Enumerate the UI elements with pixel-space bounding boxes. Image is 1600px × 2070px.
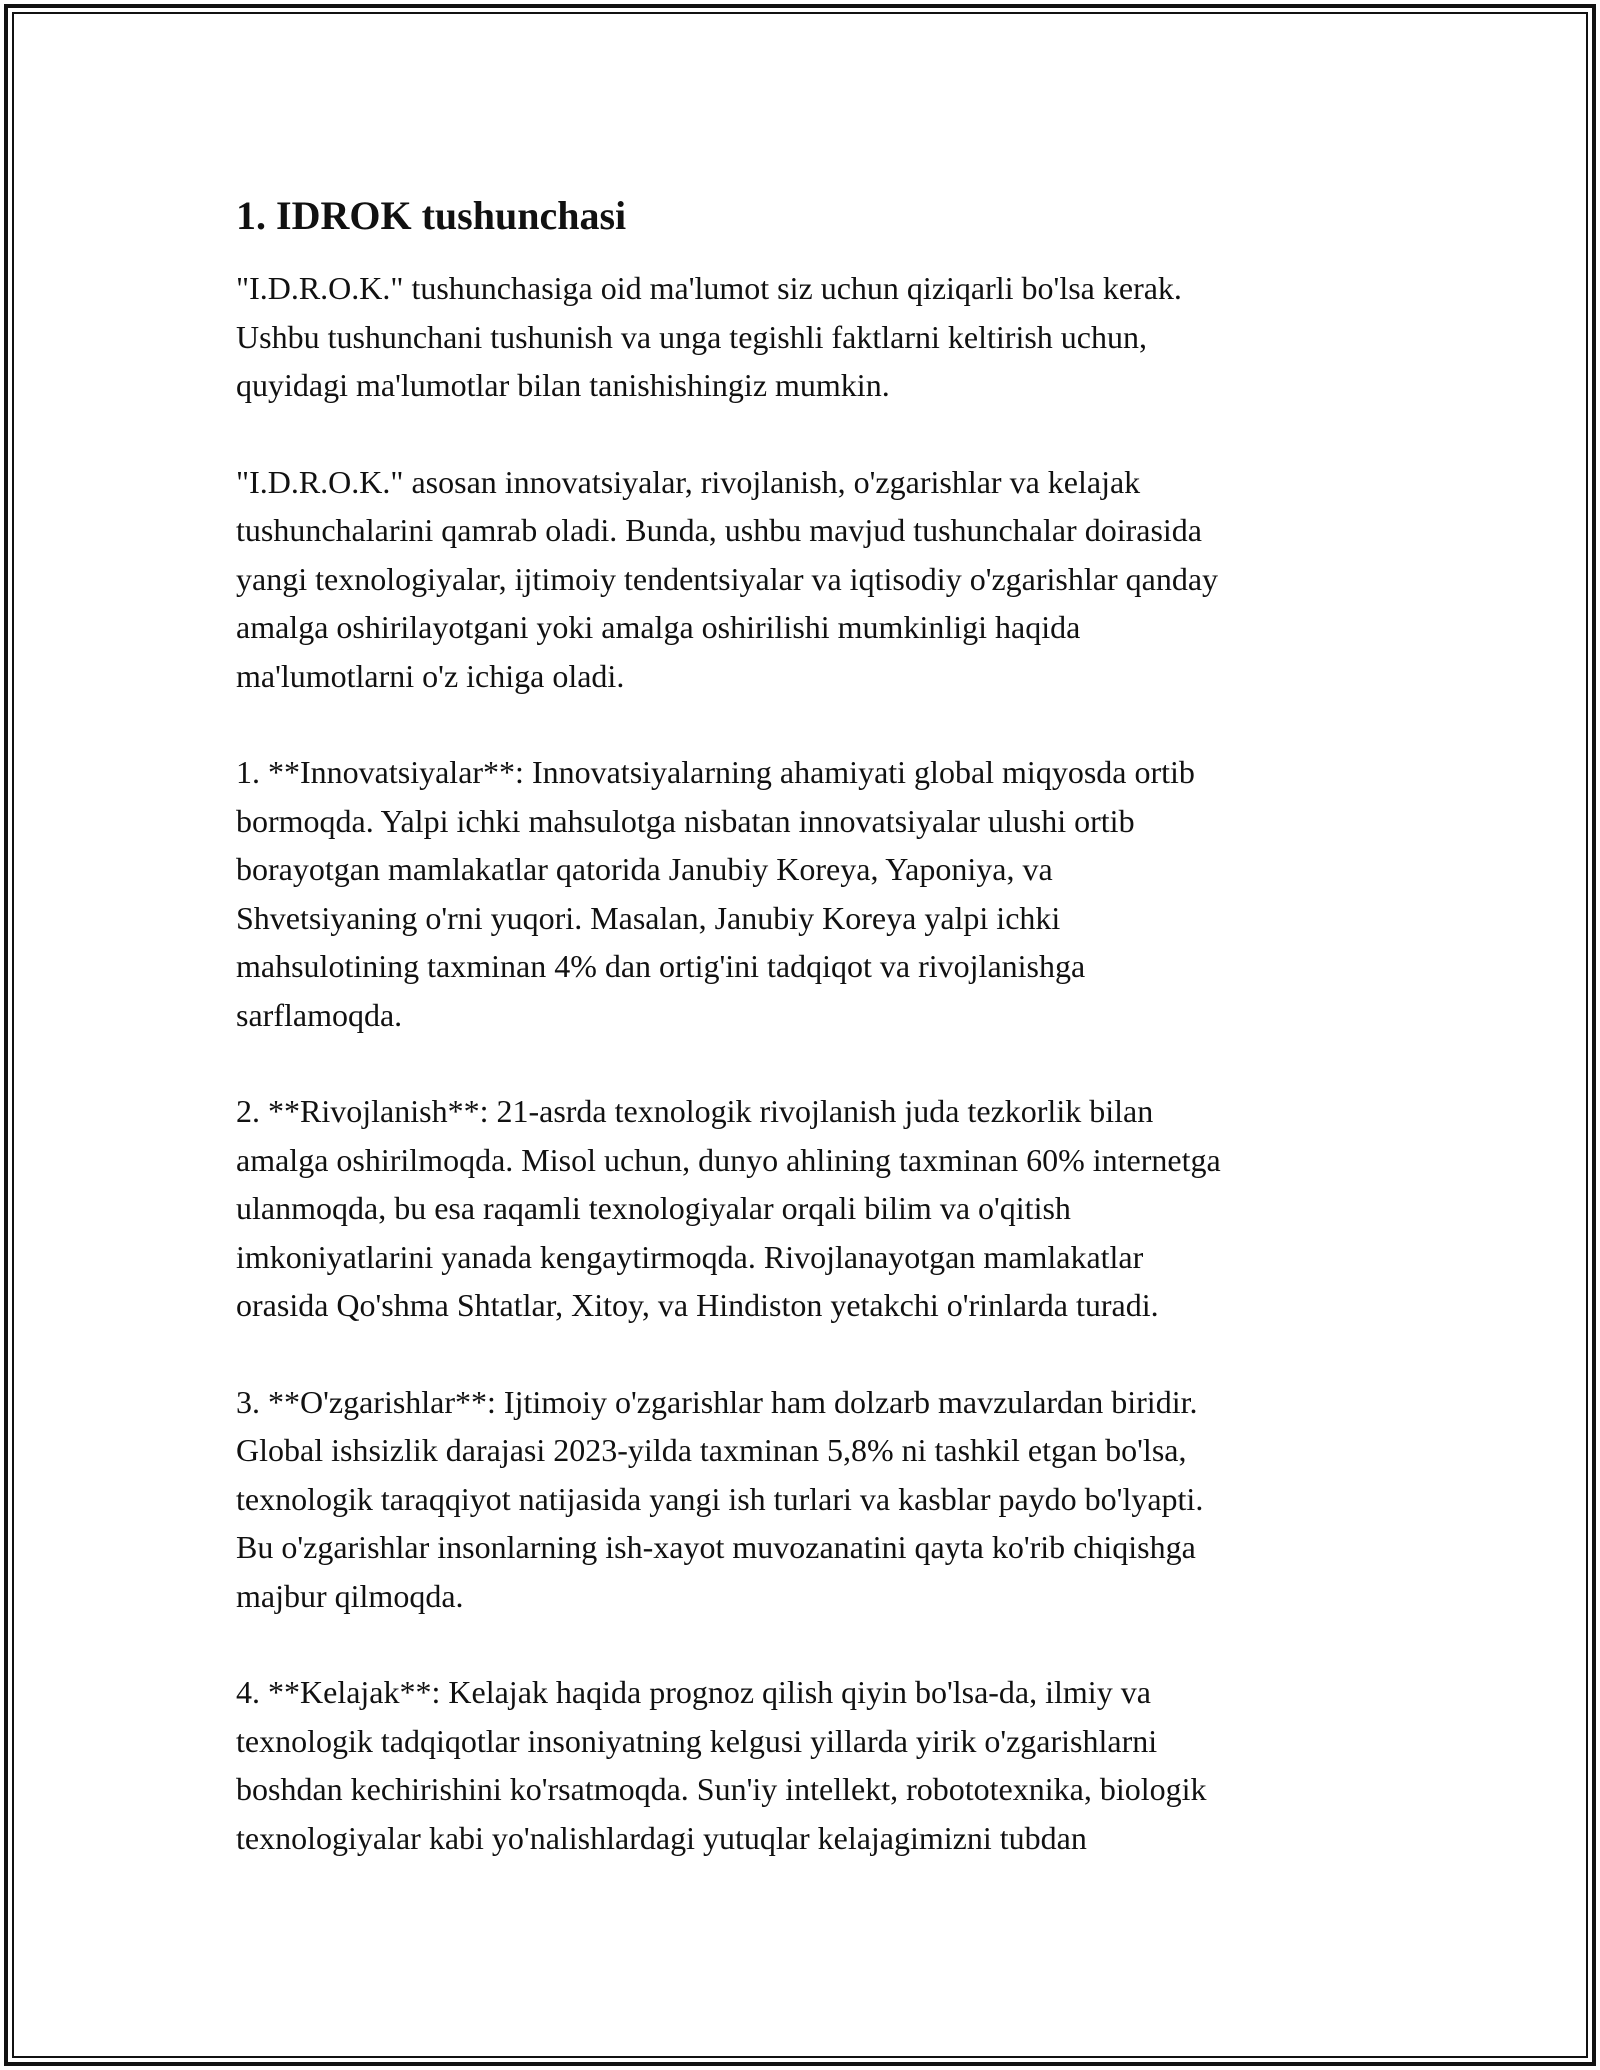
paragraph-ozgarishlar: 3. **O'zgarishlar**: Ijtimoiy o'zgarishlar ham dolzarb mavzulardan biridir. Global ishsizlik darajasi 2023-yilda taxminan 5,8% ni tashkil etgan bo'lsa, texnologik taraqqiyot natijasida yangi ish turlari va kasblar paydo bo'lyapti. Bu o'zgarishlar insonlarning ish-xayot muvozanatini qayta ko'rib chiqishga majbur qilmoqda. xyxy=(236,1383,1204,1614)
paragraph-intro: "I.D.R.O.K." tushunchasiga oid ma'lumot siz uchun qiziqarli bo'lsa kerak. Ushbu tushunchani tushunish va unga tegishli faktlarni keltirish uchun, quyidagi ma'lumotlar bilan tanishishingiz mumkin. xyxy=(236,270,1182,403)
paragraph-rivojlanish: 2. **Rivojlanish**: 21-asrda texnologik rivojlanish juda tezkorlik bilan amalga oshirilmoqda. Misol uchun, dunyo ahlining taxminan 60% internetga ulanmoqda, bu esa raqamli texnologiyalar orqali bilim va o'qitish imkoniyatlarini yanada kengaytirmoqda. Rivojlanayotgan mamlakatlar orasida Qo'shma Shtatlar, Xitoy, va Hindiston yetakchi o'rinlarda turadi. xyxy=(236,1093,1221,1323)
paragraph-innovatsiyalar: 1. **Innovatsiyalar**: Innovatsiyalarning ahamiyati global miqyosda ortib bormoqda. Yalpi ichki mahsulotga nisbatan innovatsiyalar ulushi ortib borayotgan mamlakatlar qatorida Janubiy Koreya, Yaponiya, va Shvetsiyaning o'rni yuqori. Masalan, Janubiy Koreya yalpi ichki mahsulotining taxminan 4% dan ortig'ini tadqiqot va rivojlanishga sarflamoqda. xyxy=(236,754,1195,1033)
document-body xyxy=(236,188,1376,1910)
paragraph-overview: "I.D.R.O.K." asosan innovatsiyalar, rivojlanish, o'zgarishlar va kelajak tushunchalarini qamrab oladi. Bunda, ushbu mavjud tushunchalar doirasida yangi texnologiyalar, ijtimoiy tendentsiyalar va iqtisodiy o'zgarishlar qanday amalga oshirilayotgani yoki amalga oshirilishi mumkinligi haqida ma'lumotlarni o'z ichiga oladi. xyxy=(236,463,1219,694)
paragraph-kelajak: 4. **Kelajak**: Kelajak haqida prognoz qilish qiyin bo'lsa-da, ilmiy va texnologik tadqiqotlar insoniyatning kelgusi yillarda yirik o'zgarishlarni boshdan kechirishini ko'rsatmoqda. Sun'iy intellekt, robototexnika, biologik texnologiyalar kabi yo'nalishlardagi yutuqlar kelajagimizni tubdan xyxy=(236,1674,1207,1856)
document-heading: 1. IDROK tushunchasi xyxy=(236,193,627,238)
